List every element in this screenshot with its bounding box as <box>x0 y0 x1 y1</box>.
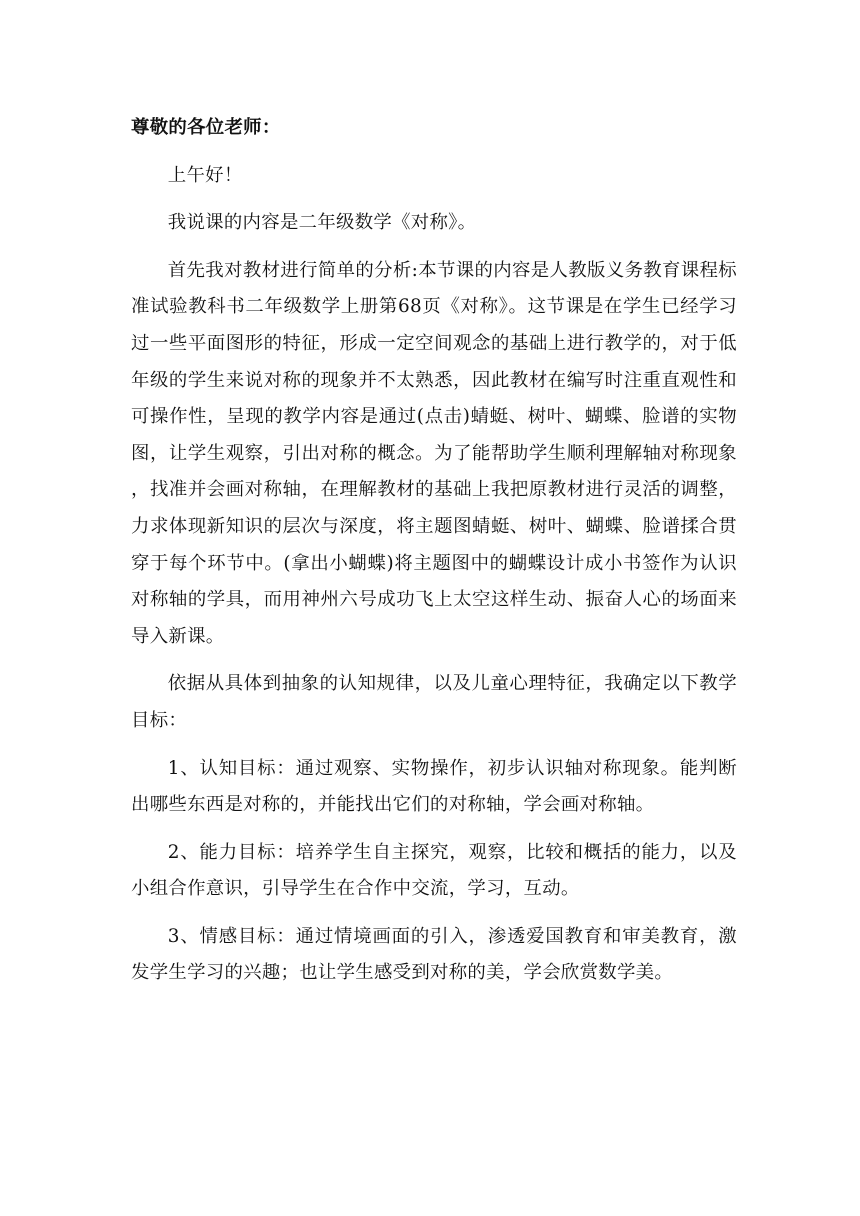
salutation: 尊敬的各位老师： <box>131 117 281 138</box>
objectives-intro-paragraph: 依据从具体到抽象的认知规律，以及儿童心理特征，我确定以下教学目标： <box>131 673 737 731</box>
document-body <box>131 110 737 992</box>
emotion-goal-paragraph: 3、情感目标：通过情境画面的引入，渗透爱国教育和审美教育，激发学生学习的兴趣；也让学生感受到对称的美，学会欣赏数学美。 <box>131 925 737 984</box>
analysis-paragraph: 首先我对教材进行简单的分析:本节课的内容是人教版义务教育课程标准试验教科书二年级数学上册第68页《对称》。这节课是在学生已经学习过一些平面图形的特征，形成一定空间观念的基础上进行教学的，对于低年级的学生来说对称的现象并不太熟悉，因此教材在编写时注重直观性和可操作性，呈现的教学内容是通过(点击)蜻蜓、树叶、蝴蝶、脸谱的实物图，让学生观察，引出对称的概念。为了能帮助学生顺利理解轴对称现象，找准并会画对称轴，在理解教材的基础上我把原教材进行灵活的调整，力求体现新知识的层次与深度，将主题图蜻蜓、树叶、蝴蝶、脸谱揉合贯穿于每个环节中。(拿出小蝴蝶)将主题图中的蝴蝶设计成小书签作为认识对称轴的学具，而用神州六号成功飞上太空这样生动、振奋人心的场面来导入新课。 <box>131 259 737 647</box>
topic-paragraph: 我说课的内容是二年级数学《对称》。 <box>167 212 477 234</box>
cognitive-goal-paragraph: 1、认知目标：通过观察、实物操作，初步认识轴对称现象。能判断出哪些东西是对称的，并能找出它们的对称轴，学会画对称轴。 <box>131 757 737 816</box>
greeting-paragraph: 上午好！ <box>167 164 243 186</box>
ability-goal-paragraph: 2、能力目标：培养学生自主探究，观察，比较和概括的能力，以及小组合作意识，引导学生在合作中交流，学习，互动。 <box>131 841 737 900</box>
